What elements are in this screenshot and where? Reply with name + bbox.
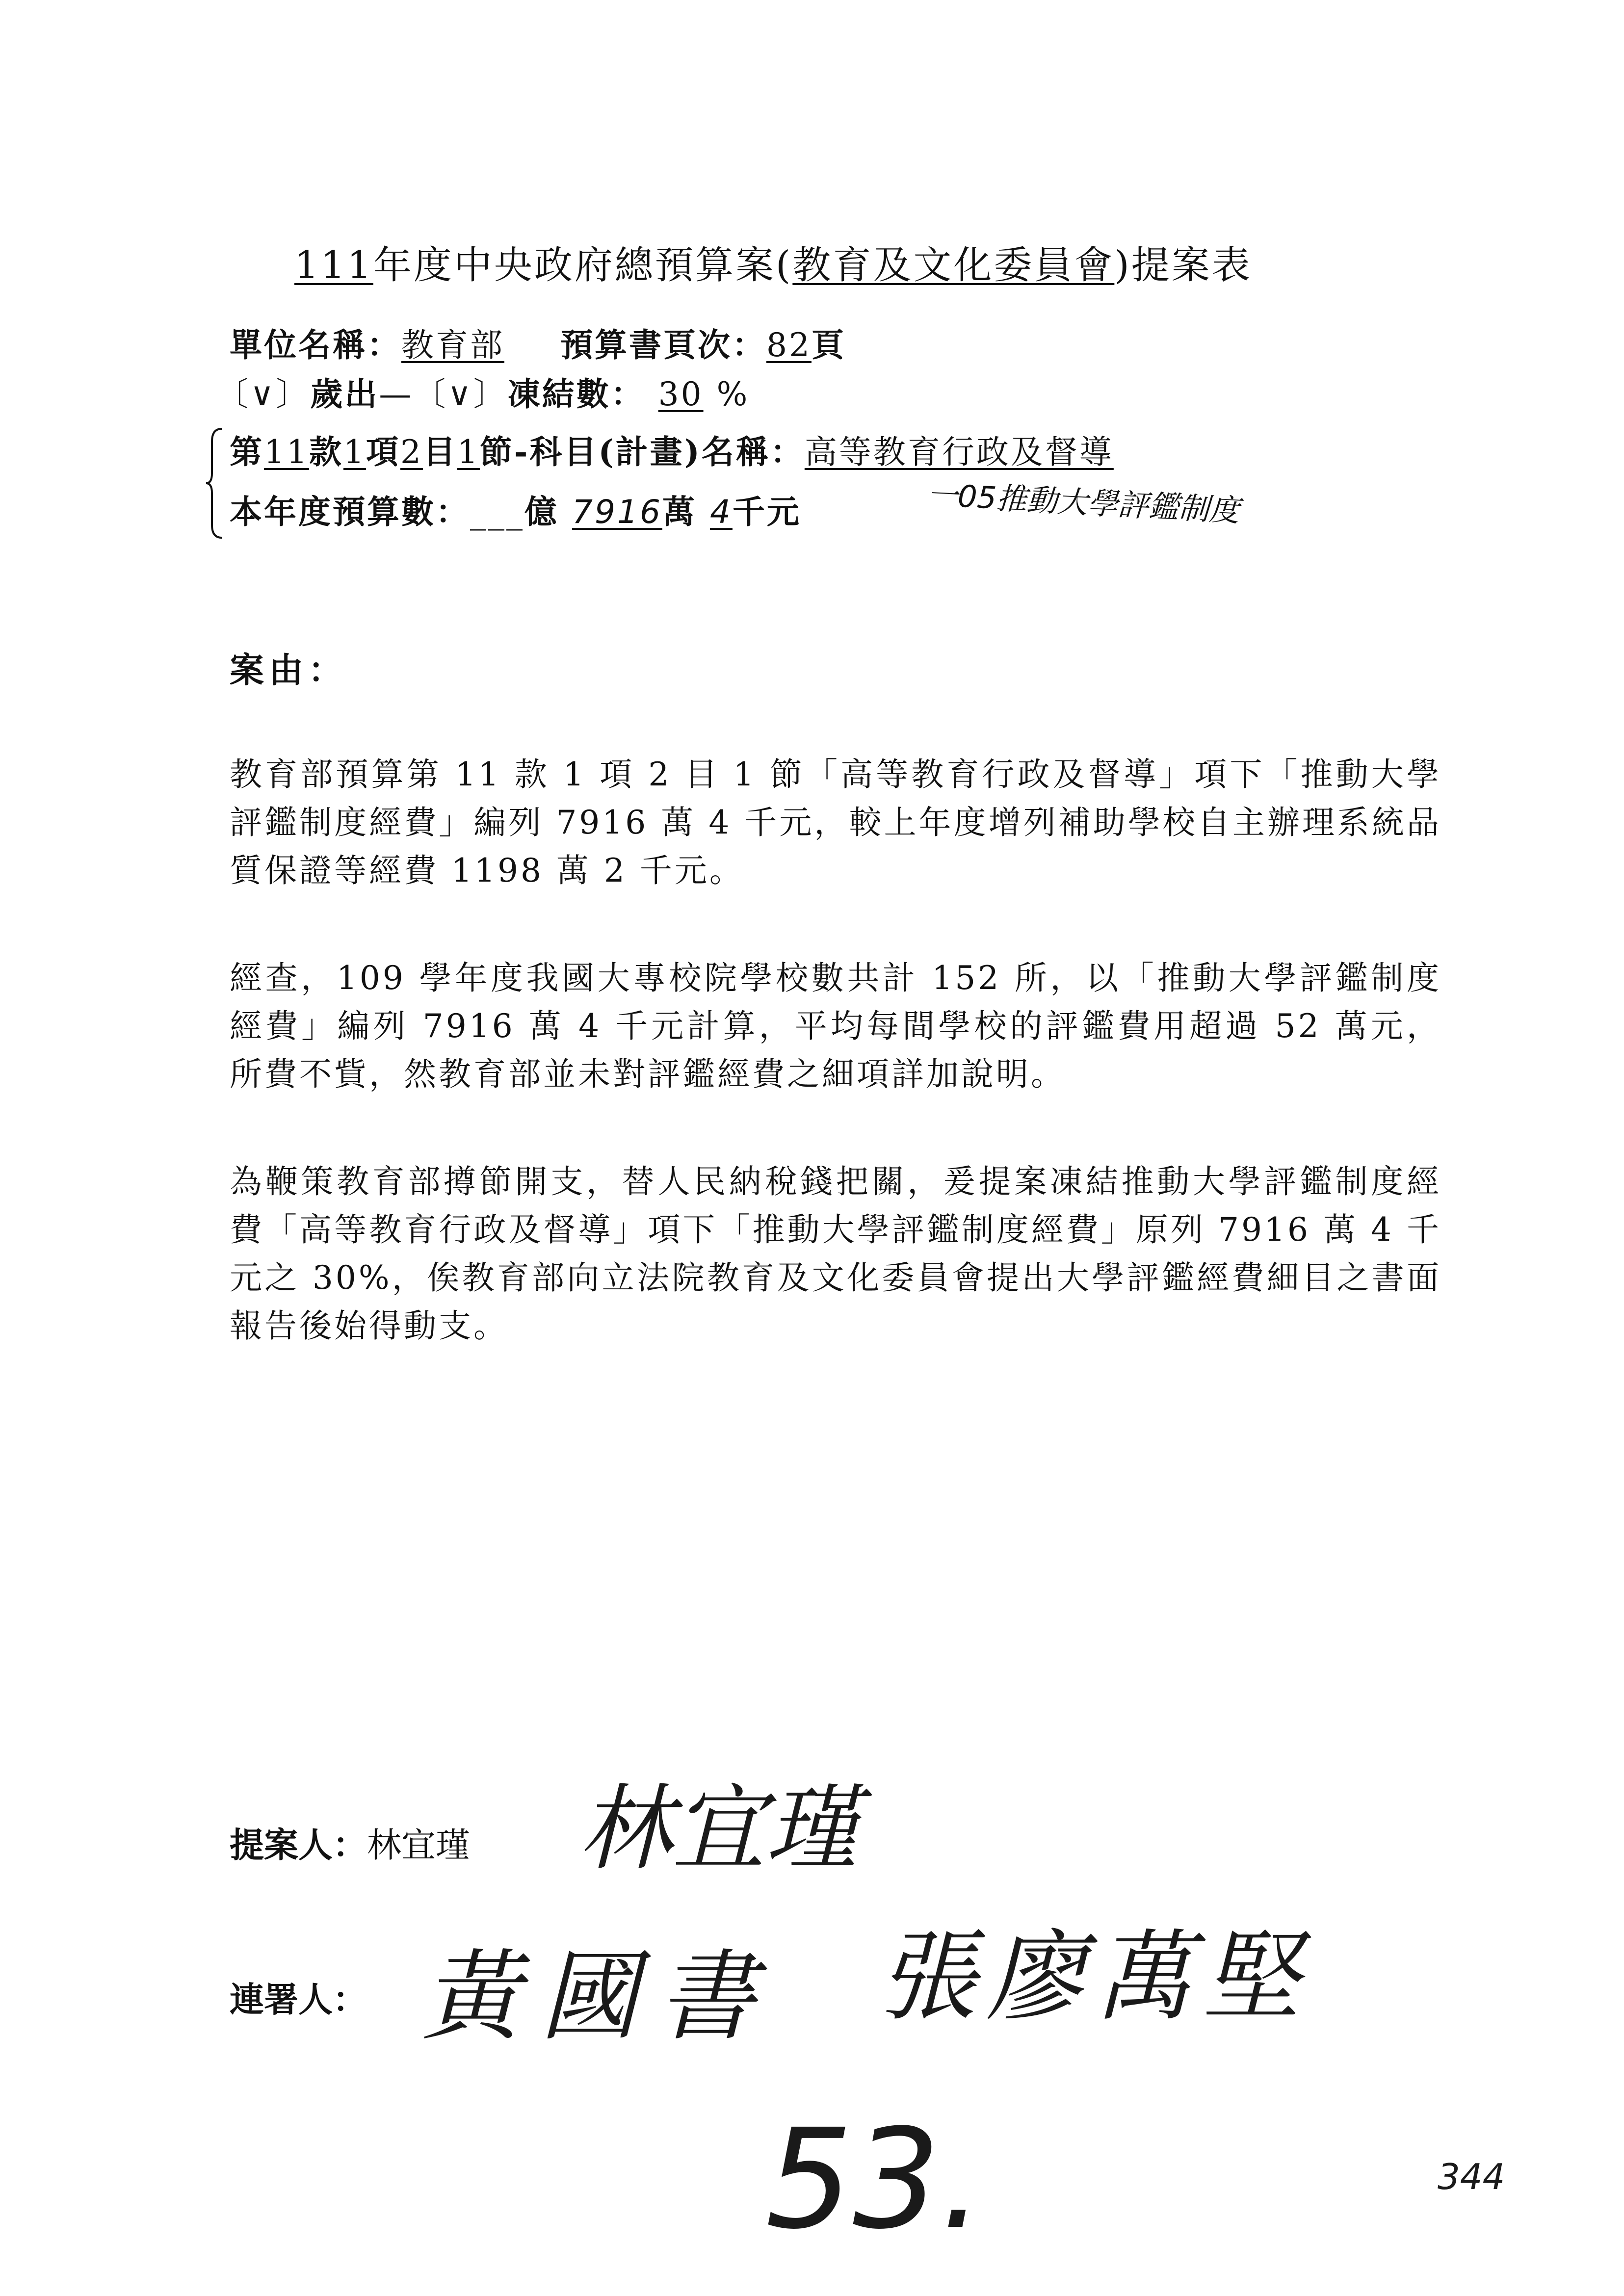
reason-heading: 案由： [230,650,347,690]
page-label: 預算書頁次： [560,326,766,364]
page-value: 82 [766,326,812,364]
title-text-before: 年度中央政府總預算案( [373,243,793,287]
left-brace-icon [205,427,225,540]
title-text-after: )提案表 [1114,243,1252,287]
reason-paragraph-2: 經查，109 學年度我國大專校院學校數共計 152 所，以「推動大學評鑑制度經費」編列 7916 萬 4 千元計算，平均每間學校的評鑑費用超過 52 萬元，所費不貲，然教育部並未對評鑑經費之細項詳加說明。 [230,959,1441,1093]
sheet-number: 344 [1438,2156,1505,2197]
reason-paragraph-1: 教育部預算第 11 款 1 項 2 目 1 節「高等教育行政及督導」項下「推動大學評鑑制度經費」編列 7916 萬 4 千元，較上年度增列補助學校自主辦理系統品質保證等經費 1198 萬 2 千元。 [230,756,1441,889]
freeze-value: 30 [658,375,704,413]
item-text-di: 第 [230,433,264,471]
cosigner-label: 連署人： [230,1979,367,2020]
handwritten-annotation: 一05推動大學評鑑制度 [926,476,1241,529]
item-xiang-value: 1 [343,433,366,471]
item-line [230,426,1114,472]
title-year: 111 [294,243,373,287]
proposer-label: 提案人： [230,1825,367,1865]
proposer-name: 林宜瑾 [367,1825,470,1865]
item-jie-value: 1 [457,433,480,471]
freeze-unit: % [716,375,750,413]
unit-label: 單位名稱： [230,326,401,364]
check-mark-1: 〔∨〕 [216,375,311,413]
budget-wan-value: 7916 [572,493,662,531]
freeze-dash: — [379,375,414,413]
item-mu-value: 2 [400,433,423,471]
page-suffix: 頁 [811,326,846,364]
item-text-jie: 節-科目(計畫)名稱： [479,433,805,471]
budget-line [230,486,801,532]
title-committee: 教育及文化委員會 [792,243,1115,287]
item-kuan-value: 11 [264,433,309,471]
budget-label: 本年度預算數： [230,493,470,531]
item-text-xiang: 項 [366,433,400,471]
freeze-kind: 歲出 [310,375,379,413]
unit-line [230,319,846,365]
proposer-line [230,1818,470,1867]
freeze-label: 凍結數： [507,375,645,413]
handwritten-page-number: 53. [765,2100,984,2260]
proposer-signature: 林宜瑾 [579,1774,859,1883]
freeze-line [216,368,749,415]
item-text-kuan: 款 [309,433,343,471]
check-mark-2: 〔∨〕 [413,375,508,413]
budget-qian-value: 4 [709,493,733,531]
budget-yi-value: ___ [470,493,524,531]
budget-yi-unit: 億 [524,493,559,531]
unit-value: 教育部 [401,326,504,364]
budget-qian-unit: 千元 [732,493,801,531]
document-title [294,235,1252,289]
reason-paragraph-3: 為鞭策教育部撙節開支，替人民納稅錢把關，爰提案凍結推動大學評鑑制度經費「高等教育行政及督導」項下「推動大學評鑑制度經費」原列 7916 萬 4 千元之 30%，俟教育部向立法院教育及文化委員會提出大學評鑑經費細目之書面報告後始得動支。 [230,1163,1441,1345]
item-name: 高等教育行政及督導 [804,433,1114,471]
item-text-mu: 目 [422,433,457,471]
cosigner-signature-2: 張廖萬堅 [878,1920,1310,2035]
cosigner-signature-1: 黃國書 [422,1940,776,2054]
budget-wan-unit: 萬 [662,493,697,531]
